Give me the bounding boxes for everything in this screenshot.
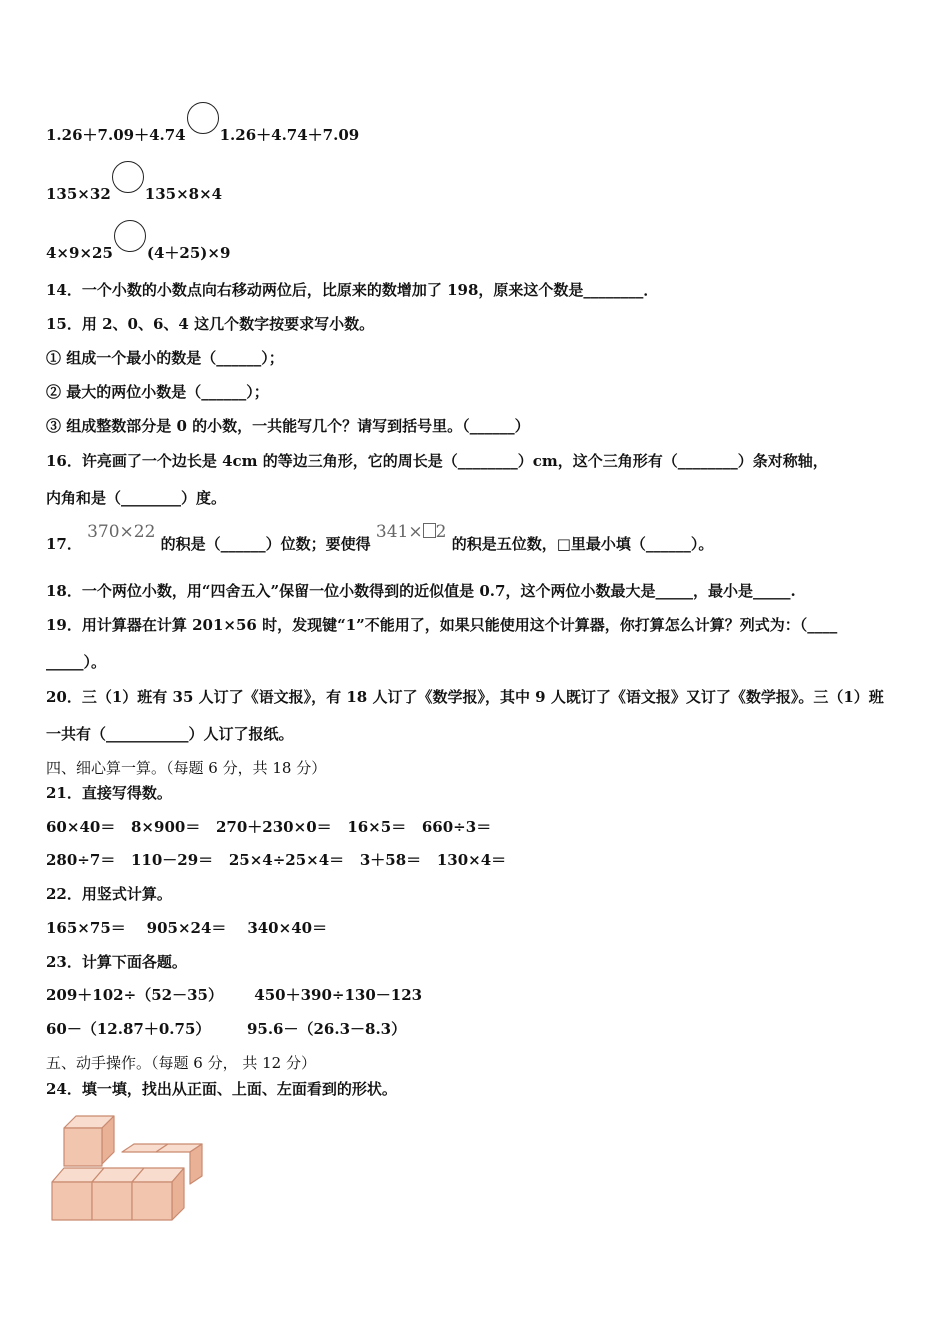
question-18: 18．一个两位小数，用“四舍五入”保留一位小数得到的近似值是 0.7，这个两位小数最大是_____，最小是_____. — [46, 582, 796, 600]
question-21-row1 — [46, 817, 491, 837]
question-23-row2 — [46, 1019, 406, 1039]
question-16-line1: 16．许亮画了一个边长是 4cm 的等边三角形，它的周长是（________）cm，这个三角形有（________）条对称轴， — [46, 452, 828, 470]
question-21-row2 — [46, 850, 506, 870]
cube-front-face — [92, 1182, 132, 1220]
compare-right: 1.26＋4.74＋7.09 — [219, 126, 360, 144]
cube-front-face — [64, 1128, 102, 1166]
question-22-stem: 22．用竖式计算。 — [46, 885, 172, 903]
compare-left: 135×32 — [46, 185, 111, 203]
calc-item: 25×4÷25×4＝ — [228, 851, 345, 869]
question-24-stem: 24．填一填，找出从正面、上面、左面看到的形状。 — [46, 1080, 397, 1098]
question-23-stem: 23．计算下面各题。 — [46, 953, 187, 971]
compare-row-1 — [46, 114, 359, 146]
calc-item: 110－29＝ — [131, 851, 214, 869]
q17-number: 17． — [46, 535, 82, 553]
calc-item: 450＋390÷130－123 — [254, 986, 423, 1004]
question-22-items — [46, 918, 327, 938]
calc-item: 905×24＝ — [146, 919, 227, 937]
calc-item: 165×75＝ — [46, 919, 126, 937]
calc-item: 280÷7＝ — [46, 851, 116, 869]
calc-item: 130×4＝ — [436, 851, 507, 869]
question-19-line1: 19．用计算器在计算 201×56 时，发现键“1”不能用了，如果只能使用这个计算器，你打算怎么计算？列式为：（____ — [46, 616, 838, 634]
cube-front-face — [132, 1182, 172, 1220]
cube-front-face — [52, 1182, 92, 1220]
cube-figure — [48, 1112, 208, 1224]
calc-item: 270＋230×0＝ — [216, 818, 332, 836]
question-17 — [46, 522, 714, 554]
question-15-stem: 15．用 2、0、6、4 这几个数字按要求写小数。 — [46, 315, 375, 333]
calc-item: 3＋58＝ — [359, 851, 422, 869]
calc-item: 209＋102÷（52－35） — [46, 986, 223, 1004]
compare-left: 4×9×25 — [46, 244, 113, 262]
section-5-heading: 五、动手操作。（每题 6 分， 共 12 分） — [46, 1054, 316, 1072]
cubes-illustration — [48, 1112, 208, 1224]
compare-left: 1.26＋7.09＋4.74 — [46, 126, 186, 144]
question-15-a: ① 组成一个最小的数是（______）； — [46, 349, 284, 367]
calc-item: 8×900＝ — [131, 818, 201, 836]
q17-expression-2a: 341× — [375, 522, 423, 542]
question-16-line2: 内角和是（________）度。 — [46, 489, 227, 507]
compare-right: 135×8×4 — [144, 185, 223, 203]
q17-text-2: 的积是五位数，□里最小填（______）。 — [451, 535, 714, 553]
compare-row-3 — [46, 232, 230, 264]
answer-circle[interactable] — [114, 220, 146, 252]
calc-item: 60－（12.87＋0.75） — [46, 1020, 211, 1038]
answer-circle[interactable] — [112, 161, 144, 193]
question-19-line2: _____）。 — [46, 653, 107, 671]
compare-row-2 — [46, 173, 222, 205]
question-15-b: ② 最大的两位小数是（______）； — [46, 383, 269, 401]
calc-item: 60×40＝ — [46, 818, 116, 836]
answer-circle[interactable] — [187, 102, 219, 134]
question-15-c: ③ 组成整数部分是 0 的小数，一共能写几个？请写到括号里。（______） — [46, 417, 530, 435]
calc-item: 660÷3＝ — [421, 818, 492, 836]
calc-item: 340×40＝ — [247, 919, 328, 937]
question-14: 14．一个小数的小数点向右移动两位后，比原来的数增加了 198，原来这个数是________． — [46, 281, 659, 299]
compare-right: (4＋25)×9 — [146, 244, 231, 262]
section-4-heading: 四、细心算一算。（每题 6 分，共 18 分） — [46, 759, 327, 777]
question-20-line1: 20．三（1）班有 35 人订了《语文报》，有 18 人订了《数学报》，其中 9 人既订了《语文报》又订了《数学报》。三（1）班 — [46, 688, 884, 706]
q17-expression-2 — [376, 522, 447, 542]
question-23-row1 — [46, 985, 422, 1005]
question-20-line2: 一共有（___________）人订了报纸。 — [46, 725, 294, 743]
calc-item: 95.6－（26.3－8.3） — [246, 1020, 407, 1038]
q17-expression-1: 370×22 — [87, 522, 156, 542]
question-21-stem: 21．直接写得数。 — [46, 784, 172, 802]
calc-item: 16×5＝ — [347, 818, 407, 836]
q17-expression-2b: 2 — [435, 522, 447, 542]
blank-square-icon — [423, 523, 436, 538]
q17-text-1: 的积是（______）位数；要使得 — [160, 535, 371, 553]
